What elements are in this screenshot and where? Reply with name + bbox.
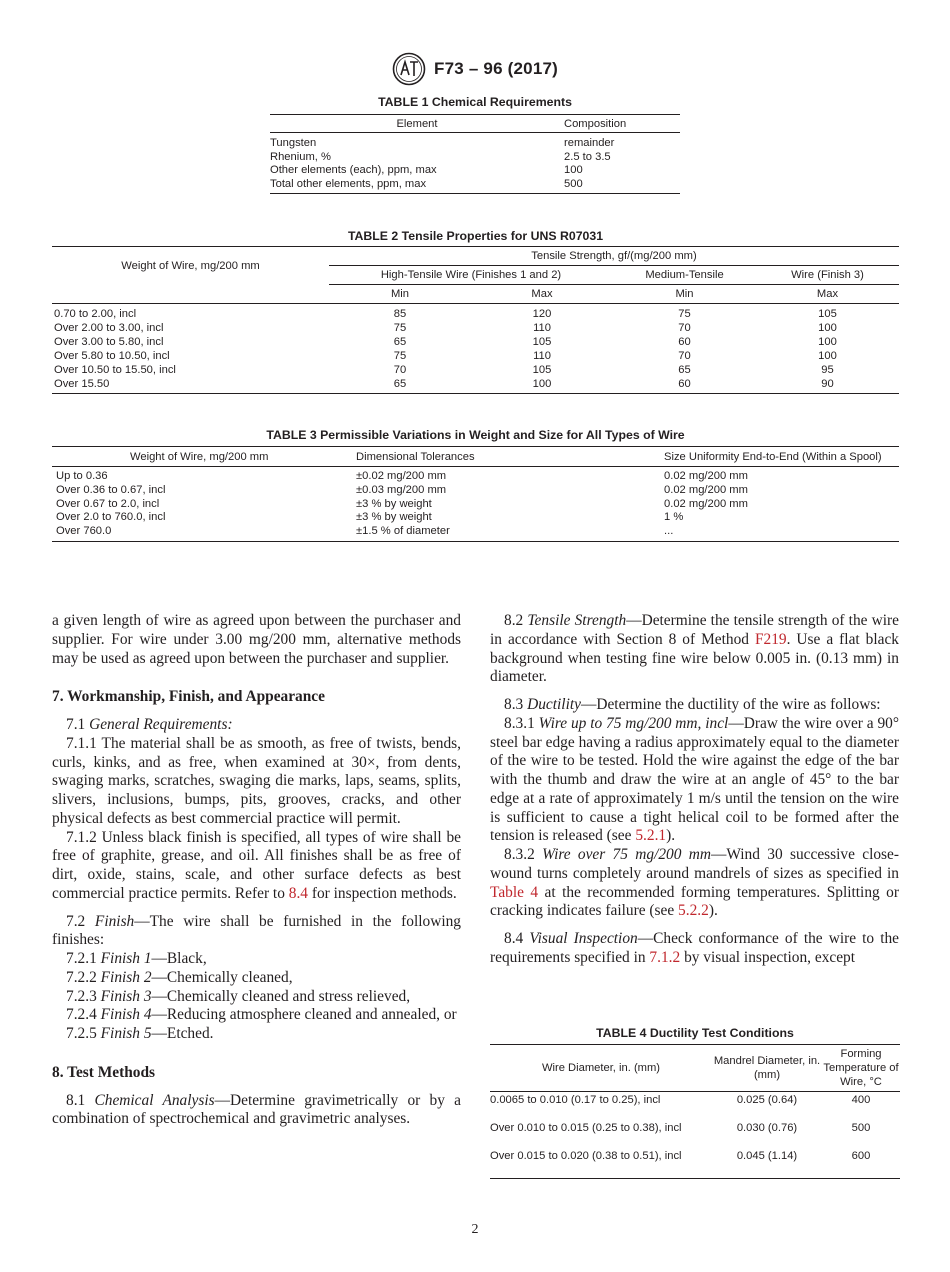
- text: by visual inspection, except: [684, 948, 856, 966]
- table1: [270, 114, 680, 194]
- section-title: Finish 1: [100, 950, 152, 967]
- table1-caption: TABLE 1 Chemical Requirements: [378, 95, 572, 109]
- section-number: 7.2.3: [66, 987, 97, 1005]
- table4-col-wire-diameter: Wire Diameter, in. (mm): [490, 1045, 712, 1092]
- table-row: [52, 467, 899, 484]
- section-8-1: [52, 1092, 461, 1130]
- text: —Determine the ductility of the wire as follows:: [580, 696, 881, 713]
- table-cell: Other elements (each), ppm, max: [270, 164, 437, 176]
- table-cell: 70: [393, 364, 407, 376]
- section-title: Finish: [94, 912, 135, 930]
- text: ).: [708, 902, 718, 920]
- table2-max: Max: [756, 285, 899, 304]
- text: —Determine gravimetrically or by a combination of spectrochemical and gravimetric analyses.: [52, 1091, 461, 1128]
- table-cell: 105: [532, 336, 552, 348]
- page-header: [0, 52, 950, 86]
- text: —Chemically cleaned,: [151, 968, 293, 986]
- section-number: 8.3: [504, 696, 524, 713]
- table-cell: Over 0.010 to 0.015 (0.25 to 0.38), incl: [490, 1122, 682, 1134]
- table-row: [52, 321, 899, 335]
- ref-link-8-4[interactable]: 8.4: [288, 884, 308, 902]
- table2-group-header: Tensile Strength, gf/(mg/200 mm): [329, 247, 899, 266]
- table-cell: 2.5 to 3.5: [564, 150, 611, 163]
- section-title: Finish 5: [100, 1025, 152, 1042]
- text: . Use a flat black background when testing fine wire below 0.005 in. (0.13 mm) in diameter.: [490, 630, 899, 686]
- table-row: [270, 164, 680, 178]
- table-cell: Up to 0.36: [56, 470, 108, 482]
- table-row: [52, 335, 899, 349]
- table-cell: 75: [393, 322, 407, 334]
- table-cell: 70: [678, 350, 691, 362]
- table-row: [52, 525, 899, 541]
- table-row: [52, 363, 899, 377]
- table-cell: Total other elements, ppm, max: [270, 178, 564, 194]
- table4: [490, 1044, 900, 1179]
- table-cell: 0.0065 to 0.010 (0.17 to 0.25), incl: [490, 1094, 661, 1106]
- table-row: [52, 511, 899, 525]
- table2-min: Min: [329, 285, 471, 304]
- table3-col-tolerances: Dimensional Tolerances: [342, 447, 654, 467]
- finish-item: [52, 1025, 461, 1044]
- table1-col-element: Element: [270, 115, 564, 133]
- table-cell: 65: [393, 336, 407, 348]
- table-cell: ±3 % by weight: [356, 497, 432, 510]
- table2-min: Min: [613, 285, 756, 304]
- table-cell: 100: [818, 350, 837, 362]
- table-row: [52, 304, 899, 322]
- table-cell: 0.02 mg/200 mm: [664, 470, 748, 482]
- section-7-1: [52, 716, 461, 735]
- table-cell: 90: [756, 377, 899, 394]
- text: —Check conformance of the wire to the requirements specified in: [490, 930, 899, 966]
- table2: [52, 246, 899, 394]
- table-cell: 85: [393, 308, 407, 320]
- table-cell: Over 5.80 to 10.50, incl: [54, 350, 170, 362]
- text: 7.1.2 Unless black finish is specified, all types of wire shall be free of graphite, grease, and oil. All finishes shall be as free of dirt, oxide, stains, scale, and other surface defects as best commercial practice permits. Refer to: [52, 828, 461, 902]
- section-number: 7.2.2: [66, 968, 97, 986]
- table-cell: 500: [564, 178, 680, 194]
- table-row: [52, 498, 899, 512]
- table-cell: 65: [678, 364, 691, 376]
- table-cell: 95: [821, 364, 834, 376]
- table-row: [52, 377, 899, 394]
- table-cell: 75: [678, 308, 691, 320]
- table-cell: 60: [613, 377, 756, 394]
- text: for inspection methods.: [311, 884, 457, 902]
- table-cell: ±0.02 mg/200 mm: [356, 470, 447, 482]
- table-row: [52, 484, 899, 498]
- ref-link-table-4[interactable]: Table 4: [490, 883, 539, 901]
- table-cell: 0.02 mg/200 mm: [664, 483, 748, 496]
- table-cell: Over 0.67 to 2.0, incl: [56, 497, 160, 510]
- table4-col-mandrel-diameter: Mandrel Diameter, in. (mm): [712, 1045, 822, 1092]
- table2-caption: TABLE 2 Tensile Properties for UNS R07031: [347, 229, 604, 243]
- section-8-3-2: [490, 846, 899, 921]
- section-title: Wire up to 75 mg/200 mm, incl: [538, 714, 729, 732]
- table-cell: Over 760.0: [52, 525, 342, 541]
- section-7-1-2: [52, 829, 461, 904]
- table-cell: 105: [532, 364, 552, 376]
- section-7-heading: 7. Workmanship, Finish, and Appearance: [52, 688, 325, 706]
- ref-link-f219[interactable]: F219: [754, 630, 787, 648]
- table-cell: 0.045 (1.14): [712, 1148, 822, 1179]
- page-number: 2: [471, 1222, 479, 1237]
- table-cell: 500: [851, 1122, 871, 1134]
- table-cell: 100: [818, 336, 837, 348]
- table3-col-uniformity: Size Uniformity End-to-End (Within a Spool): [654, 447, 899, 467]
- text: —Reducing atmosphere cleaned and annealed, or: [151, 1006, 457, 1024]
- table-cell: ±0.03 mg/200 mm: [356, 483, 447, 496]
- section-7-1-1: 7.1.1 The material shall be as smooth, as free of twists, bends, curls, kinks, and as free, when examined at 30×, from dents, swaging marks, scratches, swaging die marks, laps, seams, splits, slivers, inclusions, bumps, pits, grooves, cracks, and other physical defects as best commercial practice will permit.: [52, 734, 461, 827]
- text: ).: [666, 827, 676, 845]
- section-number: 7.2: [66, 912, 86, 930]
- section-8-3: [490, 696, 899, 715]
- table-cell: Over 15.50: [52, 377, 329, 394]
- table-row: [270, 151, 680, 165]
- finish-item: [52, 950, 461, 969]
- table2-sub-finish3: Wire (Finish 3): [756, 266, 899, 285]
- table-cell: 65: [329, 377, 471, 394]
- table-row: [490, 1092, 900, 1121]
- table-cell: ±1.5 % of diameter: [342, 525, 654, 541]
- right-column: [490, 612, 899, 968]
- text: —The wire shall be furnished in the following finishes:: [52, 912, 461, 949]
- table-cell: 105: [818, 308, 837, 320]
- table3-col-weight: Weight of Wire, mg/200 mm: [52, 447, 342, 467]
- table-cell: 100: [564, 164, 583, 176]
- table-cell: 75: [393, 350, 407, 362]
- table-cell: Over 2.0 to 760.0, incl: [56, 511, 166, 524]
- table-cell: 1 %: [664, 511, 684, 524]
- table-cell: 110: [533, 322, 551, 334]
- section-7-2: [52, 913, 461, 951]
- table-row: [270, 133, 680, 151]
- section-title: General Requirements:: [89, 716, 233, 733]
- table1-col-composition: Composition: [564, 115, 680, 133]
- ref-link-5-2-1[interactable]: 5.2.1: [635, 827, 667, 845]
- table-cell: ±3 % by weight: [356, 511, 432, 524]
- section-title: Chemical Analysis: [94, 1091, 215, 1109]
- table-cell: 110: [533, 350, 551, 362]
- table-cell: Over 0.015 to 0.020 (0.38 to 0.51), incl: [490, 1148, 712, 1179]
- table-row: [490, 1148, 900, 1179]
- table-cell: Over 0.36 to 0.67, incl: [56, 483, 166, 496]
- section-number: 8.4: [504, 930, 524, 947]
- section-number: 7.2.5: [66, 1025, 97, 1042]
- table-cell: Over 2.00 to 3.00, incl: [54, 322, 164, 334]
- section-number: 8.2: [504, 612, 524, 629]
- section-8-4: [490, 930, 899, 968]
- table2-sub-medium-tensile: Medium-Tensile: [613, 266, 756, 285]
- table4-col-forming-temp: Forming Temperature of Wire, °C: [822, 1045, 900, 1092]
- table3: [52, 446, 899, 542]
- finish-item: [52, 1006, 461, 1025]
- finish-item: [52, 969, 461, 988]
- section-title: Ductility: [527, 696, 581, 713]
- text: —Etched.: [151, 1025, 214, 1042]
- table2-max: Max: [471, 285, 613, 304]
- table2-sub-high-tensile: High-Tensile Wire (Finishes 1 and 2): [329, 266, 613, 285]
- section-number: 7.2.4: [66, 1006, 97, 1024]
- section-title: Finish 2: [100, 968, 152, 986]
- section-number: 7.2.1: [66, 950, 97, 967]
- table-cell: remainder: [564, 137, 615, 149]
- table-cell: 0.030 (0.76): [736, 1122, 798, 1134]
- document-id: F73 – 96 (2017): [434, 59, 558, 78]
- left-column: [52, 612, 461, 1129]
- section-number: 7.1: [66, 716, 86, 733]
- table-cell: 400: [851, 1094, 871, 1106]
- text: —Chemically cleaned and stress relieved,: [151, 987, 411, 1005]
- section-title: Tensile Strength: [527, 612, 627, 629]
- section-8-3-1: [490, 715, 899, 846]
- table-cell: Rhenium, %: [270, 150, 331, 163]
- finish-item: [52, 988, 461, 1007]
- section-title: Visual Inspection: [529, 930, 638, 947]
- table-cell: 100: [471, 377, 613, 394]
- table-cell: 600: [822, 1148, 900, 1179]
- table-cell: 120: [532, 308, 552, 320]
- table-row: [270, 178, 680, 194]
- section-number: 8.3.1: [504, 714, 535, 732]
- table-cell: Over 10.50 to 15.50, incl: [54, 364, 176, 376]
- section-8-heading: 8. Test Methods: [52, 1063, 156, 1081]
- section-title: Wire over 75 mg/200 mm: [542, 846, 711, 863]
- ref-link-7-1-2[interactable]: 7.1.2: [649, 948, 681, 966]
- table2-row-header: Weight of Wire, mg/200 mm: [52, 247, 329, 285]
- astm-logo-icon: [392, 52, 426, 86]
- table-cell: Over 3.00 to 5.80, incl: [54, 336, 164, 348]
- paragraph: a given length of wire as agreed upon between the purchaser and supplier. For wire under 3.00 mg/200 mm, alternative methods may be used as agreed upon between the purchaser and supplier.: [52, 612, 461, 667]
- section-title: Finish 4: [100, 1006, 152, 1024]
- ref-link-5-2-2[interactable]: 5.2.2: [678, 902, 709, 920]
- text: at the recommended forming temperatures. Splitting or cracking indicates failure (see: [490, 883, 899, 920]
- table-row: [490, 1120, 900, 1148]
- section-number: 8.3.2: [504, 846, 535, 863]
- text: —Black,: [151, 950, 207, 967]
- text: —Wind 30 successive close-wound turns completely around mandrels of sizes as specified in: [490, 846, 899, 882]
- section-title: Finish 3: [100, 987, 152, 1005]
- table4-caption: TABLE 4 Ductility Test Conditions: [596, 1026, 794, 1040]
- table-cell: 0.025 (0.64): [736, 1094, 798, 1106]
- table-cell: 60: [678, 336, 691, 348]
- table-cell: ...: [654, 525, 899, 541]
- text: —Draw the wire over a 90° steel bar edge having a radius approximately equal to the diameter of the wire to be tested. Hold the wire against the edge of the bar with the thumb and draw the wire at an angle of 45° to the bar edge at a rate of approximately 1 m/s until the tension on the wire is sufficient to cause a tight helical coil to be formed after the tension is released (see: [490, 714, 899, 845]
- table-cell: 0.02 mg/200 mm: [664, 497, 748, 510]
- table-cell: 100: [818, 322, 837, 334]
- section-number: 8.1: [66, 1091, 86, 1109]
- table-cell: 0.70 to 2.00, incl: [54, 308, 137, 320]
- text: —Determine the tensile strength of the wire in accordance with Section 8 of Method: [490, 612, 899, 648]
- table-row: [52, 349, 899, 363]
- table-cell: Tungsten: [270, 137, 317, 149]
- table3-caption: TABLE 3 Permissible Variations in Weight and Size for All Types of Wire: [266, 428, 685, 442]
- table-cell: 70: [678, 322, 691, 334]
- section-8-2: [490, 612, 899, 687]
